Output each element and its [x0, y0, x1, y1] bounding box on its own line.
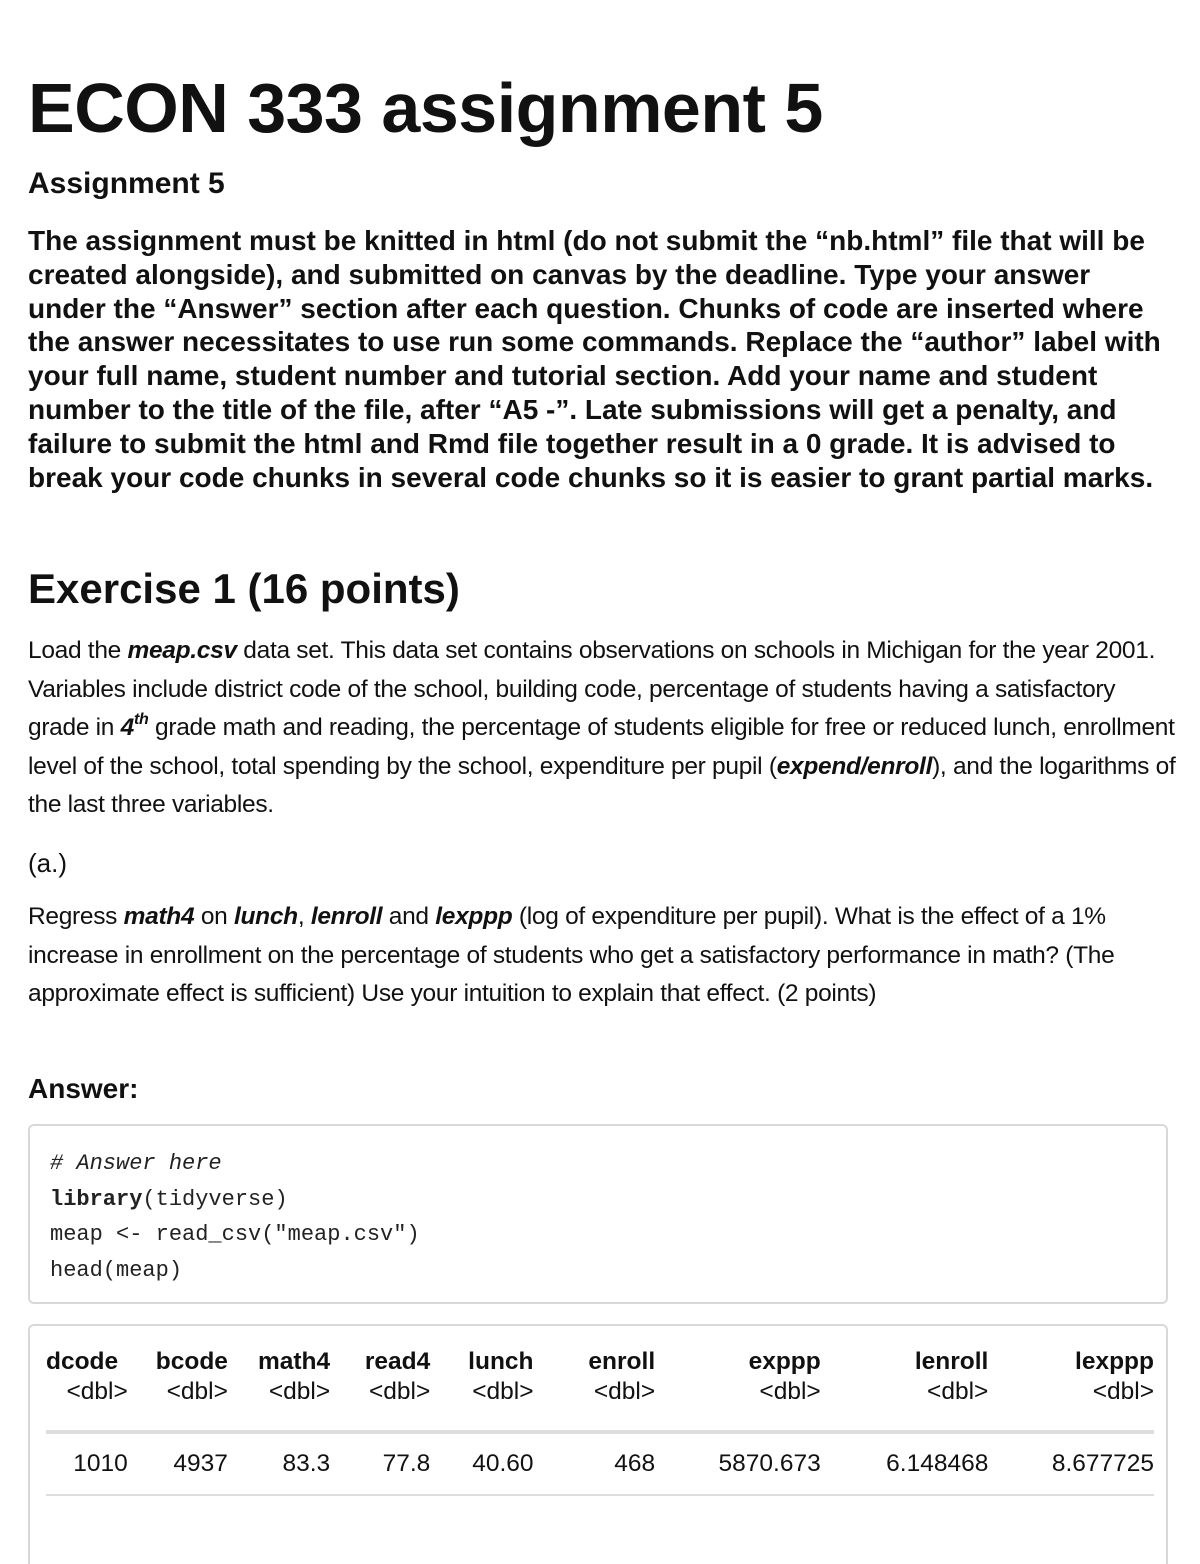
column-type: <dbl> [472, 1378, 534, 1405]
column-header: lenroll [914, 1348, 989, 1375]
table-type-row [46, 1376, 1154, 1416]
text-span: on [194, 903, 234, 930]
column-type: <dbl> [66, 1378, 128, 1405]
code-library-line [50, 1182, 1146, 1218]
output-table [46, 1338, 1154, 1496]
table-cell: 4937 [128, 1432, 228, 1495]
var-math4: math4 [123, 903, 195, 930]
text-span: , [297, 903, 311, 930]
column-type: <dbl> [759, 1378, 821, 1405]
expression-expend-enroll: expend/enroll [776, 752, 933, 780]
table-cell: 8.677725 [988, 1432, 1154, 1495]
column-header: bcode [155, 1348, 228, 1375]
var-lenroll: lenroll [310, 903, 383, 930]
table-separator [46, 1416, 1154, 1432]
instructions-paragraph: The assignment must be knitted in html (do not submit the “nb.html” file that will be created alongside), and submitted on canvas by the deadline. Type your answer under the “Answer” section after each question. Chunks of code are inserted where the answer necessitates to use run some commands. Replace the “author” label with your full name, student number and tutorial section. Add your name and student number to the title of the file, after “A5 -”. Late submissions will get a penalty, and failure to submit the html and Rmd file together result in a 0 grade. It is advised to break your code chunks in several code chunks so it is easier to grant partial marks. [28, 225, 1161, 493]
answer-label: Answer: [28, 1073, 139, 1104]
library-keyword: library [50, 1186, 143, 1212]
column-header: read4 [364, 1348, 431, 1375]
column-header: dcode [46, 1348, 119, 1375]
code-chunk[interactable] [28, 1124, 1168, 1304]
code-head-line: head(meap) [50, 1257, 183, 1283]
part-a-label: (a.) [28, 848, 67, 878]
var-lexppp: lexppp [435, 903, 513, 930]
grade-number: 4 [120, 714, 134, 742]
column-header: math4 [257, 1348, 331, 1375]
grade-superscript: th [133, 711, 149, 729]
dataset-name: meap.csv [127, 637, 237, 664]
text-span: Load the [28, 637, 128, 664]
column-type: <dbl> [593, 1378, 656, 1405]
part-a-question [28, 898, 1178, 1014]
column-header: lunch [468, 1348, 534, 1375]
text-span: and [382, 903, 436, 930]
table-cell: 5870.673 [655, 1432, 821, 1495]
column-type: <dbl> [368, 1378, 431, 1405]
column-header: lexppp [1075, 1348, 1154, 1375]
table-cell: 83.3 [228, 1432, 330, 1495]
code-comment-line: # Answer here [50, 1151, 222, 1176]
text-span: Regress [28, 903, 124, 930]
table-cell: 1010 [46, 1432, 128, 1495]
text-span: (log of expenditure per pupil). What is the effect of a 1% increase in enrollment on the percentage of students who get a satisfactory performance in math? (The approximate effect is sufficient) Use your intuition to explain that effect. (2 points) [28, 903, 1115, 1008]
library-argument: (tidyverse) [142, 1186, 288, 1212]
column-header: exppp [748, 1348, 821, 1375]
page-subtitle: Assignment 5 [28, 167, 225, 200]
column-type: <dbl> [927, 1378, 989, 1405]
text-span: ), and the logarithms of the last three variables. [28, 752, 1176, 819]
page-title: ECON 333 assignment 5 [28, 69, 823, 147]
text-span: grade math and reading, the percentage of students eligible for free or reduced lunch, enrollment level of the school, total spending by the school, expenditure per pupil ( [28, 714, 1175, 780]
exercise-1-description [28, 632, 1178, 825]
table-cell: 40.60 [430, 1432, 533, 1495]
text-span: data set. This data set contains observations on schools in Michigan for the year 2001. Variables include district code of the school, building code, percentage of students having a satisfactory grade in [28, 637, 1156, 742]
table-row [46, 1432, 1154, 1495]
table-header-row [46, 1338, 1154, 1376]
column-header: enroll [588, 1348, 656, 1375]
output-table-container[interactable] [28, 1324, 1168, 1564]
column-type: <dbl> [268, 1378, 331, 1405]
table-cell: 6.148468 [821, 1432, 989, 1495]
column-type: <dbl> [1092, 1378, 1154, 1405]
column-type: <dbl> [166, 1378, 228, 1405]
exercise-1-heading: Exercise 1 (16 points) [28, 565, 460, 612]
var-lunch: lunch [233, 903, 298, 930]
code-read-line: meap <- read_csv("meap.csv") [50, 1222, 420, 1248]
table-cell: 77.8 [330, 1432, 430, 1495]
table-cell: 468 [534, 1432, 656, 1495]
